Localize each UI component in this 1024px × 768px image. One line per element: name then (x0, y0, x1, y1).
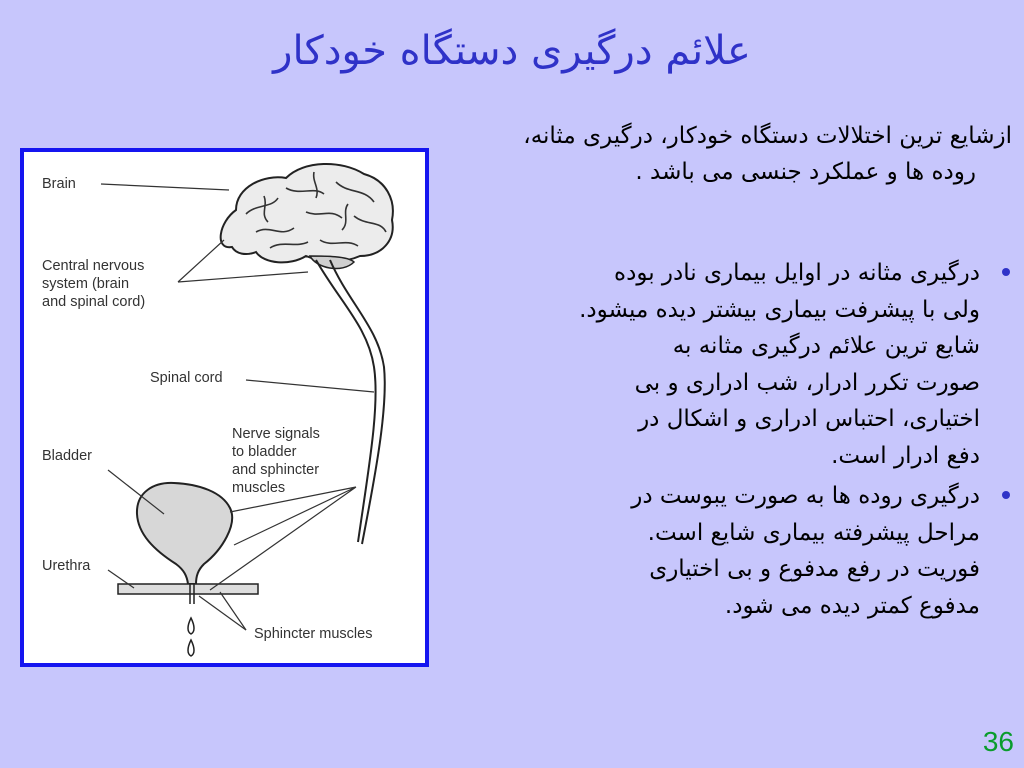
slide-title: علائم درگیری دستگاه خودکار (273, 28, 751, 74)
bullet-item-bladder (540, 255, 980, 474)
bullet-line: درگیری مثانه در اوایل بیماری نادر بوده (614, 260, 980, 286)
label-cns: and spinal cord) (42, 294, 146, 310)
label-cns: system (brain (42, 276, 130, 292)
label-spinal-cord: Spinal cord (150, 370, 223, 386)
bladder-icon (118, 483, 258, 656)
label-bladder: Bladder (42, 448, 92, 464)
bullet-line: صورت تکرر ادرار، شب ادراری و بی (634, 369, 980, 396)
bullet-dot-icon (1002, 268, 1010, 276)
bullet-line: شایع ترین علائم درگیری مثانه به (672, 333, 980, 359)
page-number: 36 (982, 726, 1014, 757)
bullet-line: فوریت در رفع مدفوع و بی اختیاری (649, 556, 980, 582)
bullet-line: دفع ادرار است. (831, 442, 980, 469)
bullet-line: مراحل پیشرفته بیماری شایع است. (647, 519, 980, 546)
label-nerve-signals: Nerve signals (232, 426, 320, 442)
label-nerve-signals: and sphincter (232, 462, 320, 478)
label-cns: Central nervous (42, 258, 145, 274)
nervous-system-diagram (24, 152, 425, 663)
bullet-line: اختیاری، احتباس ادراری و اشکال در (638, 406, 980, 432)
label-brain: Brain (42, 176, 76, 192)
label-urethra: Urethra (42, 558, 91, 574)
intro-paragraph (412, 118, 1012, 190)
bullet-line: درگیری روده ها به صورت یبوست در (631, 483, 980, 509)
label-sphincter: Sphincter muscles (254, 626, 373, 642)
label-nerve-signals: to bladder (232, 444, 297, 460)
bullet-line: مدفوع کمتر دیده می شود. (724, 592, 980, 619)
intro-line: روده ها و عملکرد جنسی می باشد . (635, 159, 976, 185)
intro-line: ازشایع ترین اختلالات دستگاه خودکار، درگیری مثانه، (523, 123, 1012, 149)
label-nerve-signals: muscles (232, 480, 286, 496)
brain-icon (221, 164, 393, 269)
bullet-line: ولی با پیشرفت بیماری بیشتر دیده میشود. (579, 296, 980, 323)
bullet-item-bowel (540, 478, 980, 624)
nervous-system-figure (20, 148, 429, 667)
bullet-dot-icon (1002, 491, 1010, 499)
bullet-list (540, 255, 980, 628)
